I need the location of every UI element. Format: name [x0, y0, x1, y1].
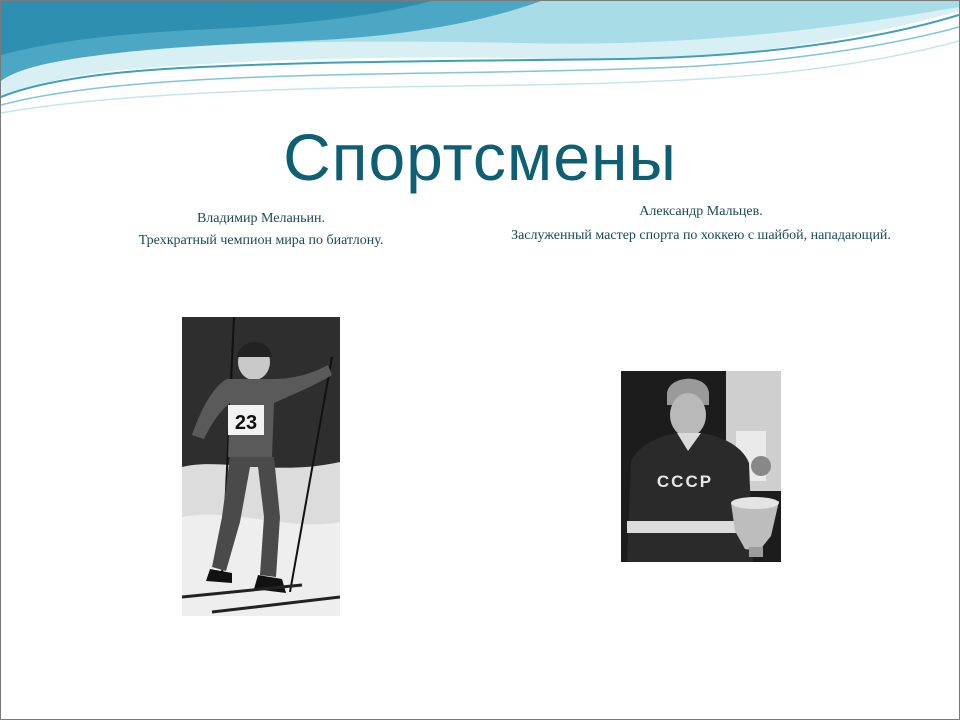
- wave-header-decoration: [1, 1, 959, 131]
- right-athlete-caption: [481, 201, 921, 245]
- right-athlete-description: Заслуженный мастер спорта по хоккею с шайбой, нападающий.: [511, 228, 891, 243]
- left-athlete-caption: [71, 208, 451, 252]
- bib-number: 23: [234, 412, 258, 434]
- left-athlete-name: Владимир Меланьин.: [196, 211, 326, 226]
- hockey-player-photo: [621, 371, 781, 562]
- jersey-lettering: СССР: [656, 472, 714, 491]
- slide-title: Спортсмены: [283, 120, 677, 194]
- right-athlete-name: Александр Мальцев.: [639, 204, 763, 219]
- left-athlete-description: Трехкратный чемпион мира по биатлону.: [138, 233, 384, 248]
- biathlete-photo: [182, 317, 340, 616]
